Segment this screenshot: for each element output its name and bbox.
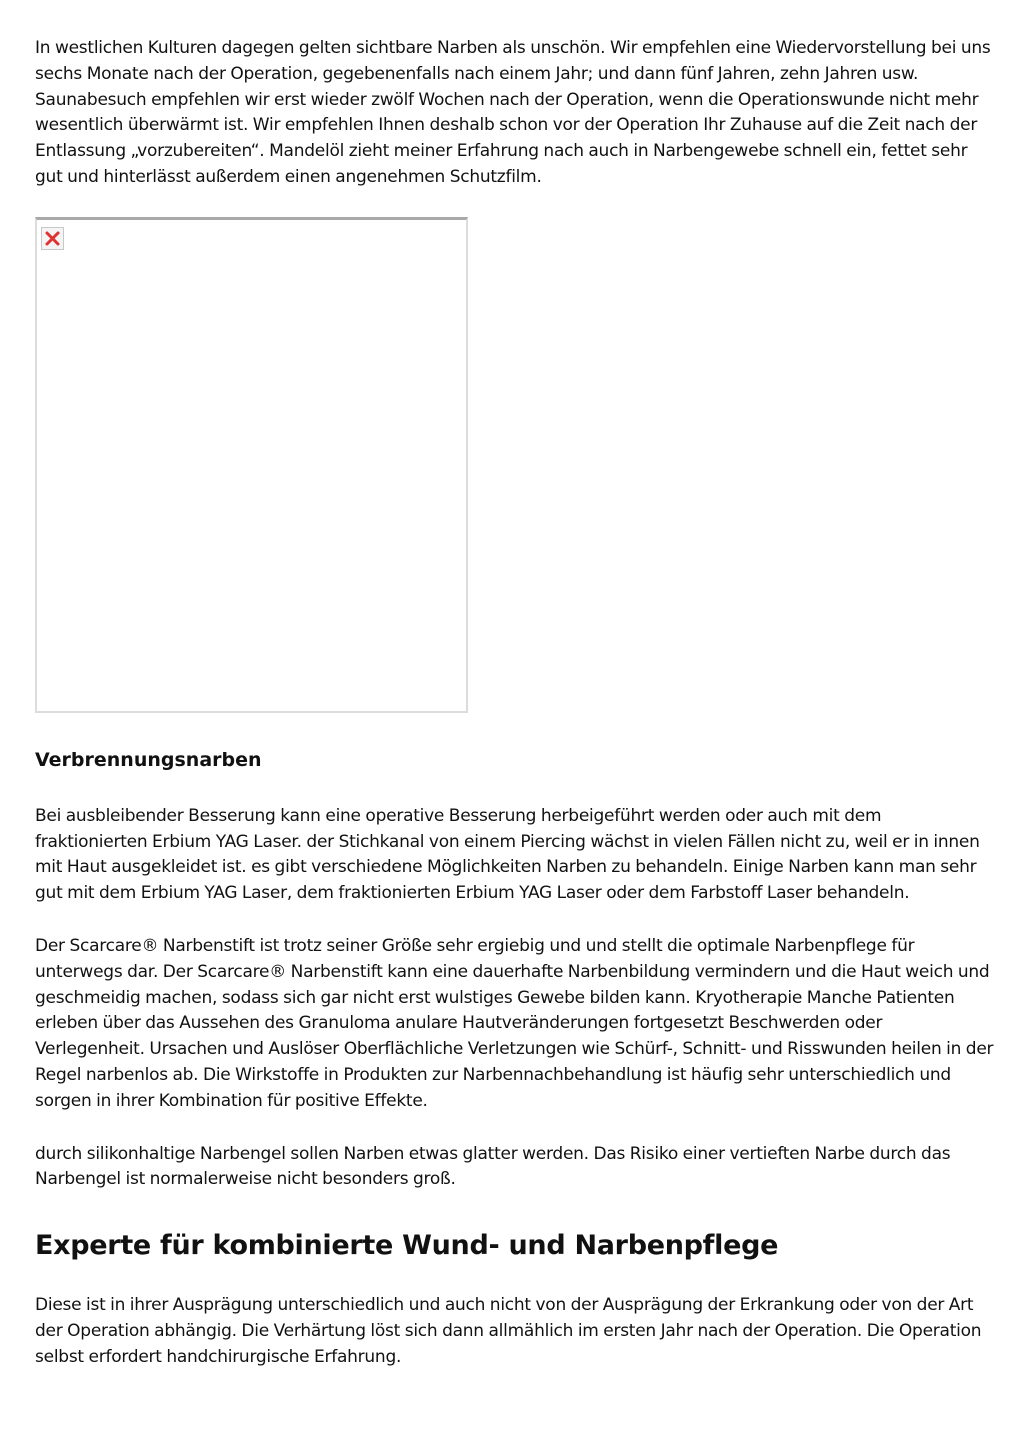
broken-image bbox=[35, 217, 468, 713]
section1-paragraph-1: Bei ausbleibender Besserung kann eine operative Besserung herbeigeführt werden oder auch mit dem fraktionierten Erbium YAG Laser. der Stichkanal von einem Piercing wächst in vielen Fällen nicht zu, weil er in innen mit Haut ausgekleidet ist. es gibt verschiedene Möglichkeiten Narben zu behandeln. Einige Narben kann man sehr gut mit dem Erbium YAG Laser, dem fraktionierten Erbium YAG Laser oder dem Farbstoff Laser behandeln. bbox=[35, 805, 980, 904]
section-heading-verbrennungsnarben: Verbrennungsnarben bbox=[35, 748, 262, 771]
section-heading-experte: Experte für kombinierte Wund- und Narbenpflege bbox=[35, 1230, 779, 1262]
section2-paragraph-1: Diese ist in ihrer Ausprägung unterschiedlich und auch nicht von der Ausprägung der Erkrankung oder von der Art der Operation abhängig. Die Verhärtung löst sich dann allmählich im ersten Jahr nach der Operation. Die Operation selbst erfordert handchirurgische Erfahrung. bbox=[35, 1295, 982, 1367]
intro-paragraph: In westlichen Kulturen dagegen gelten sichtbare Narben als unschön. Wir empfehlen eine Wiedervorstellung bei uns sechs Monate nach der Operation, gegebenenfalls nach einem Jahr; und dann fünf Jahren, zehn Jahren usw. Saunabesuch empfehlen wir erst wieder zwölf Wochen nach der Operation, wenn die Operationswunde nicht mehr wesentlich überwärmt ist. Wir empfehlen Ihnen deshalb schon vor der Operation Ihr Zuhause auf die Zeit nach der Entlassung „vorzubereiten“. Mandelöl zieht meiner Erfahrung nach auch in Narbengewebe schnell ein, fettet sehr gut und hinterlässt außerdem einen angenehmen Schutzfilm. bbox=[35, 38, 991, 187]
broken-image-icon bbox=[41, 227, 64, 250]
section1-paragraph-3: durch silikonhaltige Narbengel sollen Narben etwas glatter werden. Das Risiko einer vertieften Narbe durch das Narbengel ist normalerweise nicht besonders groß. bbox=[35, 1143, 951, 1190]
article-content bbox=[35, 36, 995, 1371]
section1-paragraph-2: Der Scarcare® Narbenstift ist trotz seiner Größe sehr ergiebig und und stellt die optimale Narbenpflege für unterwegs dar. Der Scarcare® Narbenstift kann eine dauerhafte Narbenbildung vermindern und die Haut weich und geschmeidig machen, sodass sich gar nicht erst wulstiges Gewebe bilden kann. Kryotherapie Manche Patienten erleben über das Aussehen des Granuloma anulare Hautveränderungen fortgesetzt Beschwerden oder Verlegenheit. Ursachen und Auslöser Oberflächliche Verletzungen wie Schürf-, Schnitt- und Risswunden heilen in der Regel narbenlos ab. Die Wirkstoffe in Produkten zur Narbennachbehandlung ist häufig sehr unterschiedlich und sorgen in ihrer Kombination für positive Effekte. bbox=[35, 935, 994, 1111]
